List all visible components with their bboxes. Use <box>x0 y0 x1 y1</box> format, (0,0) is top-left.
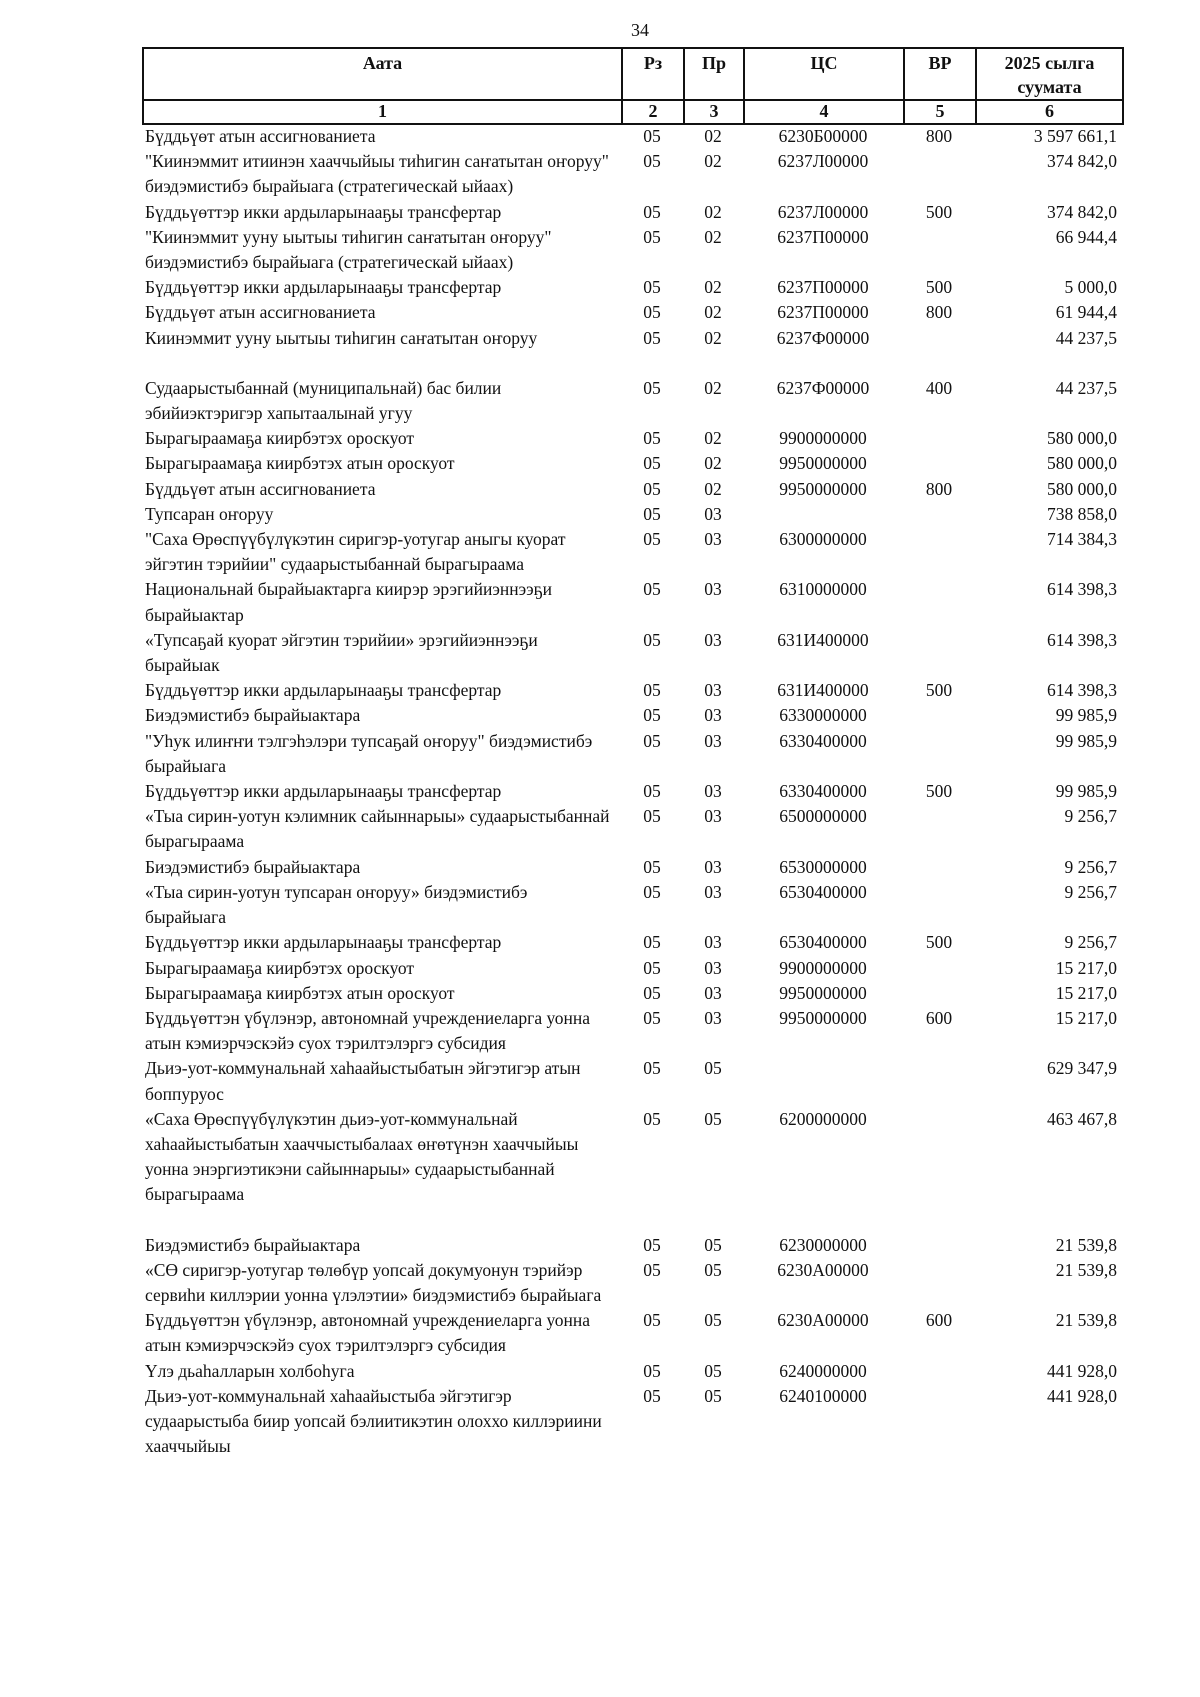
row-vr <box>903 149 975 199</box>
table-row <box>142 351 1122 426</box>
row-name: Бүддьүөттэр икки ардыларынааҕы трансфертар <box>145 201 502 222</box>
row-cs: 6530400000 <box>779 881 867 902</box>
row-name: Бүддьүөт атын ассигнованиета <box>145 478 376 499</box>
row-amount: 738 858,0 <box>1047 503 1117 524</box>
row-pr: 03 <box>704 982 722 1003</box>
row-rz: 05 <box>643 428 661 449</box>
row-vr: 500 <box>925 680 953 701</box>
table-row <box>142 577 1122 627</box>
row-amount: 441 928,0 <box>1047 1385 1117 1406</box>
row-pr: 02 <box>704 453 722 474</box>
row-cs: 9950000000 <box>779 982 867 1003</box>
row-amount: 61 944,4 <box>1055 302 1117 323</box>
row-cs: 6230А00000 <box>777 1259 869 1280</box>
row-pr: 05 <box>704 1108 722 1129</box>
row-amount: 15 217,0 <box>1055 1007 1117 1028</box>
row-rz: 05 <box>643 982 661 1003</box>
row-rz: 05 <box>643 579 661 600</box>
row-rz: 05 <box>643 201 661 222</box>
row-amount: 3 597 661,1 <box>1033 126 1117 146</box>
row-name: Бүддьүөттэр икки ардыларынааҕы трансфертар <box>145 932 502 953</box>
row-name: Бырагыраамаҕа киирбэтэх атын ороскуот <box>145 982 455 1003</box>
row-amount: 441 928,0 <box>1047 1360 1117 1381</box>
row-rz: 05 <box>643 1234 661 1255</box>
budget-rows <box>142 124 1122 1459</box>
row-pr: 02 <box>704 428 722 449</box>
row-cs: 6230А00000 <box>777 1310 869 1331</box>
row-vr: 500 <box>925 781 953 802</box>
row-cs: 6237Л00000 <box>777 201 869 222</box>
table-row <box>142 855 1122 880</box>
row-amount: 714 384,3 <box>1047 529 1117 550</box>
row-vr <box>903 981 975 1006</box>
row-pr: 05 <box>704 1385 722 1406</box>
row-amount: 374 842,0 <box>1047 201 1117 222</box>
row-rz: 05 <box>643 377 661 398</box>
row-cs: 6330400000 <box>779 730 867 751</box>
row-vr <box>903 1384 975 1460</box>
row-pr: 05 <box>704 1234 722 1255</box>
row-cs: 6237Л00000 <box>777 151 869 172</box>
row-pr: 03 <box>704 932 722 953</box>
row-name: «Тупсаҕай куорат эйгэтин тэрийии» эрэгийиэннээҕи бырайыак <box>145 629 538 676</box>
row-name: "Киинэммит ууну ыытыы тиһигин саҥатытан оҥоруу" биэдэмистибэ бырайыага (стратегическай ыйаах) <box>145 226 552 273</box>
row-name: Бырагыраамаҕа киирбэтэх атын ороскуот <box>145 453 455 474</box>
row-cs: 9900000000 <box>779 428 867 449</box>
row-name: Бырагыраамаҕа киирбэтэх ороскуот <box>145 957 415 978</box>
row-rz: 05 <box>643 1108 661 1129</box>
row-cs: 6330400000 <box>779 781 867 802</box>
row-pr: 03 <box>704 806 722 827</box>
table-row <box>142 1384 1122 1460</box>
table-row <box>142 1359 1122 1384</box>
row-vr <box>903 451 975 476</box>
row-vr: 800 <box>925 478 953 499</box>
row-pr: 03 <box>704 629 722 650</box>
row-name: Национальнай бырайыактарга киирэр эрэгийиэннээҕи бырайыактар <box>145 579 552 625</box>
row-amount: 374 842,0 <box>1047 151 1117 172</box>
row-amount: 580 000,0 <box>1047 478 1117 499</box>
row-pr: 03 <box>704 503 722 524</box>
row-pr: 03 <box>704 856 722 877</box>
row-amount: 463 467,8 <box>1047 1108 1117 1129</box>
row-cs <box>743 1056 903 1106</box>
row-vr <box>903 426 975 451</box>
row-rz: 05 <box>643 302 661 323</box>
row-pr: 03 <box>704 529 722 550</box>
row-rz: 05 <box>643 151 661 172</box>
table-row <box>142 326 1122 351</box>
table-row <box>142 124 1122 149</box>
row-name: Судаарыстыбаннай (муниципальнай) бас билии эбийиэктэригэр хапытаалынай угуу <box>145 377 502 424</box>
row-cs: 6530000000 <box>779 856 867 877</box>
table-row <box>142 426 1122 451</box>
row-name: Биэдэмистибэ бырайыактара <box>145 856 361 877</box>
table-row <box>142 678 1122 703</box>
row-vr <box>903 628 975 678</box>
row-pr: 03 <box>704 1007 722 1028</box>
row-rz: 05 <box>643 1360 661 1381</box>
row-name: Бырагыраамаҕа киирбэтэх ороскуот <box>145 428 415 449</box>
column-number: 5 <box>904 100 976 124</box>
row-rz: 05 <box>643 1007 661 1028</box>
row-amount: 99 985,9 <box>1055 705 1117 726</box>
row-pr: 02 <box>704 377 722 398</box>
table-row <box>142 1056 1122 1106</box>
row-vr <box>903 1258 975 1308</box>
row-amount: 99 985,9 <box>1055 730 1117 751</box>
budget-table <box>142 124 1122 1459</box>
row-amount: 21 539,8 <box>1055 1259 1117 1280</box>
row-cs: 631И400000 <box>777 629 869 650</box>
table-row <box>142 779 1122 804</box>
row-name: «СӨ сиригэр-уотугар төлөбүр уопсай докумуонун тэрийэр сервиһи киллэрии уонна үлэлэтии» биэдэмистибэ бырайыага <box>145 1259 602 1305</box>
column-number: 6 <box>976 100 1123 124</box>
row-vr <box>903 1208 975 1258</box>
row-amount: 15 217,0 <box>1055 982 1117 1003</box>
table-row <box>142 729 1122 779</box>
row-cs: 9950000000 <box>779 453 867 474</box>
table-row <box>142 880 1122 930</box>
header-row <box>143 48 1123 100</box>
row-name: Бүддьүөттэр икки ардыларынааҕы трансфертар <box>145 781 502 802</box>
row-cs: 6200000000 <box>779 1108 867 1129</box>
row-amount: 580 000,0 <box>1047 453 1117 474</box>
row-vr: 500 <box>925 932 953 953</box>
table-row <box>142 1258 1122 1308</box>
table-row <box>142 703 1122 728</box>
row-rz: 05 <box>643 730 661 751</box>
row-cs: 6500000000 <box>779 806 867 827</box>
row-amount: 9 256,7 <box>1064 806 1117 827</box>
row-rz: 05 <box>643 1310 661 1331</box>
row-vr <box>903 1056 975 1106</box>
row-rz: 05 <box>643 126 661 146</box>
row-rz: 05 <box>643 226 661 247</box>
table-row <box>142 300 1122 325</box>
row-rz: 05 <box>643 503 661 524</box>
row-cs: 6237П00000 <box>777 277 869 298</box>
row-name: Бүддьүөттэр икки ардыларынааҕы трансфертар <box>145 277 502 298</box>
row-name: Бүддьүөттэн үбүлэнэр, автономнай учреждениеларга уонна атын кэмиэрчэскэйэ суох тэрилтэлэргэ субсидия <box>145 1007 591 1054</box>
header-vr: ВР <box>904 48 976 100</box>
row-vr <box>903 804 975 854</box>
row-rz: 05 <box>643 705 661 726</box>
row-vr <box>903 225 975 275</box>
row-amount: 15 217,0 <box>1055 957 1117 978</box>
table-row <box>142 502 1122 527</box>
row-pr: 03 <box>704 730 722 751</box>
table-row <box>142 200 1122 225</box>
row-pr: 02 <box>704 277 722 298</box>
row-name: Тупсаран оҥоруу <box>145 503 274 524</box>
row-pr: 03 <box>704 881 722 902</box>
table-row <box>142 930 1122 955</box>
row-cs: 6330000000 <box>779 705 867 726</box>
row-vr <box>903 577 975 627</box>
row-cs: 6300000000 <box>779 529 867 550</box>
column-number-row <box>143 100 1123 124</box>
row-cs: 6237П00000 <box>777 302 869 323</box>
table-row <box>142 225 1122 275</box>
row-amount: 99 985,9 <box>1055 781 1117 802</box>
row-cs: 6240100000 <box>779 1385 867 1406</box>
row-amount: 9 256,7 <box>1064 856 1117 877</box>
row-amount: 614 398,3 <box>1047 680 1117 701</box>
row-name: Бүддьүөт атын ассигнованиета <box>145 302 376 323</box>
row-amount: 66 944,4 <box>1055 226 1117 247</box>
row-rz: 05 <box>643 957 661 978</box>
row-pr: 03 <box>704 579 722 600</box>
table-row <box>142 1006 1122 1056</box>
row-rz: 05 <box>643 806 661 827</box>
row-pr: 02 <box>704 151 722 172</box>
row-pr: 02 <box>704 302 722 323</box>
header-cs: ЦС <box>744 48 904 100</box>
page-number: 34 <box>631 20 649 40</box>
row-vr <box>903 956 975 981</box>
header-rz: Рз <box>622 48 684 100</box>
row-cs: 9900000000 <box>779 957 867 978</box>
row-pr: 02 <box>704 201 722 222</box>
row-amount: 629 347,9 <box>1047 1058 1117 1079</box>
row-pr: 02 <box>704 226 722 247</box>
row-vr <box>903 855 975 880</box>
row-pr: 05 <box>704 1259 722 1280</box>
row-vr: 800 <box>925 302 953 323</box>
row-rz: 05 <box>643 453 661 474</box>
row-name: Киинэммит ууну ыытыы тиһигин саҥатытан оҥоруу <box>145 327 538 348</box>
row-rz: 05 <box>643 1259 661 1280</box>
row-cs: 6237П00000 <box>777 226 869 247</box>
table-row <box>142 527 1122 577</box>
row-amount: 5 000,0 <box>1064 277 1117 298</box>
row-vr <box>903 502 975 527</box>
table-row <box>142 451 1122 476</box>
row-amount: 9 256,7 <box>1064 932 1117 953</box>
table-row <box>142 1208 1122 1258</box>
row-amount: 44 237,5 <box>1055 377 1117 398</box>
row-vr <box>903 527 975 577</box>
row-rz: 05 <box>643 327 661 348</box>
row-rz: 05 <box>643 1058 661 1079</box>
row-rz: 05 <box>643 277 661 298</box>
row-cs: 9950000000 <box>779 478 867 499</box>
row-name: Үлэ дьаһалларын холбоһуга <box>145 1360 355 1381</box>
table-row <box>142 1107 1122 1208</box>
row-cs: 6240000000 <box>779 1360 867 1381</box>
row-vr <box>903 880 975 930</box>
column-number: 3 <box>684 100 744 124</box>
row-cs: 631И400000 <box>777 680 869 701</box>
row-cs: 6230000000 <box>779 1234 867 1255</box>
row-amount: 580 000,0 <box>1047 428 1117 449</box>
row-pr: 02 <box>704 478 722 499</box>
row-name: "Уһук илиҥҥи тэлгэһэлэри тупсаҕай оҥоруу" биэдэмистибэ бырайыага <box>145 730 593 776</box>
row-name: "Саха Өрөспүүбүлүкэтин сиригэр-уотугар аныгы куорат эйгэтин тэрийии" судаарыстыбаннай бырагыраама <box>145 529 566 575</box>
row-pr: 03 <box>704 705 722 726</box>
row-cs: 6230Б00000 <box>778 126 868 146</box>
row-vr <box>903 703 975 728</box>
row-pr: 05 <box>704 1360 722 1381</box>
row-cs: 6310000000 <box>779 579 867 600</box>
row-cs: 6530400000 <box>779 932 867 953</box>
row-rz: 05 <box>643 680 661 701</box>
row-vr: 800 <box>925 126 953 146</box>
header-name: Аата <box>143 48 622 100</box>
row-amount: 21 539,8 <box>1055 1310 1117 1331</box>
row-name: Биэдэмистибэ бырайыактара <box>145 705 361 726</box>
row-cs: 6237Ф00000 <box>776 377 870 398</box>
row-pr: 05 <box>704 1310 722 1331</box>
table-row <box>142 275 1122 300</box>
row-cs <box>743 502 903 527</box>
column-number: 4 <box>744 100 904 124</box>
row-vr <box>903 1107 975 1208</box>
row-pr: 03 <box>704 781 722 802</box>
row-vr <box>903 326 975 351</box>
row-pr: 02 <box>704 327 722 348</box>
row-pr: 03 <box>704 957 722 978</box>
table-row <box>142 628 1122 678</box>
row-rz: 05 <box>643 629 661 650</box>
row-vr: 500 <box>925 277 953 298</box>
row-vr: 600 <box>925 1007 953 1028</box>
column-number: 1 <box>143 100 622 124</box>
row-pr: 05 <box>704 1058 722 1079</box>
row-name: "Киинэммит итиинэн хааччыйыы тиһигин саҥатытан оҥоруу" биэдэмистибэ бырайыага (стратегическай ыйаах) <box>145 151 609 197</box>
row-rz: 05 <box>643 781 661 802</box>
row-amount: 614 398,3 <box>1047 629 1117 650</box>
row-name: Бүддьүөт атын ассигнованиета <box>145 126 376 146</box>
row-rz: 05 <box>643 529 661 550</box>
row-vr <box>903 729 975 779</box>
row-vr: 500 <box>925 201 953 222</box>
row-name: Дьиэ-уот-коммунальнай хаһаайыстыба эйгэтигэр судаарыстыба биир уопсай бэлиитикэтин олоххо киллэриини хааччыйыы <box>145 1385 602 1457</box>
row-name: «Тыа сирин-уотун кэлимник сайыннарыы» судаарыстыбаннай бырагыраама <box>145 806 610 852</box>
table-row <box>142 477 1122 502</box>
row-cs: 9950000000 <box>779 1007 867 1028</box>
table-header <box>142 47 1124 125</box>
table-row <box>142 956 1122 981</box>
row-name: «Саха Өрөспүүбүлүкэтин дьиэ-уот-коммунальнай хаһаайыстыбатын хааччыстыбалаах өҥөтүнэн хааччыйыы уонна энэргиэтикэни сайыннарыы» судаарыстыбаннай бырагыраама <box>145 1108 579 1205</box>
row-cs: 6237Ф00000 <box>776 327 870 348</box>
table-row <box>142 1308 1122 1358</box>
row-amount: 21 539,8 <box>1055 1234 1117 1255</box>
row-name: Дьиэ-уот-коммунальнай хаһаайыстыбатын эйгэтигэр атын боппуруос <box>145 1058 581 1104</box>
row-rz: 05 <box>643 478 661 499</box>
column-number: 2 <box>622 100 684 124</box>
row-rz: 05 <box>643 856 661 877</box>
row-rz: 05 <box>643 1385 661 1406</box>
header-amount: 2025 сылга суумата <box>976 48 1123 100</box>
row-rz: 05 <box>643 932 661 953</box>
row-name: Биэдэмистибэ бырайыактара <box>145 1234 361 1255</box>
row-vr: 400 <box>925 377 953 398</box>
row-pr: 02 <box>704 126 722 146</box>
header-pr: Пр <box>684 48 744 100</box>
row-name: Бүддьүөттэн үбүлэнэр, автономнай учреждениеларга уонна атын кэмиэрчэскэйэ суох тэрилтэлэргэ субсидия <box>145 1310 591 1356</box>
row-vr <box>903 1359 975 1384</box>
row-pr: 03 <box>704 680 722 701</box>
row-amount: 44 237,5 <box>1055 327 1117 348</box>
row-rz: 05 <box>643 881 661 902</box>
row-amount: 9 256,7 <box>1064 881 1117 902</box>
row-vr: 600 <box>925 1310 953 1331</box>
table-row <box>142 149 1122 199</box>
row-name: «Тыа сирин-уотун тупсаран оҥоруу» биэдэмистибэ бырайыага <box>145 881 528 928</box>
table-row <box>142 804 1122 854</box>
row-amount: 614 398,3 <box>1047 579 1117 600</box>
table-row <box>142 981 1122 1006</box>
row-name: Бүддьүөттэр икки ардыларынааҕы трансфертар <box>145 680 502 701</box>
